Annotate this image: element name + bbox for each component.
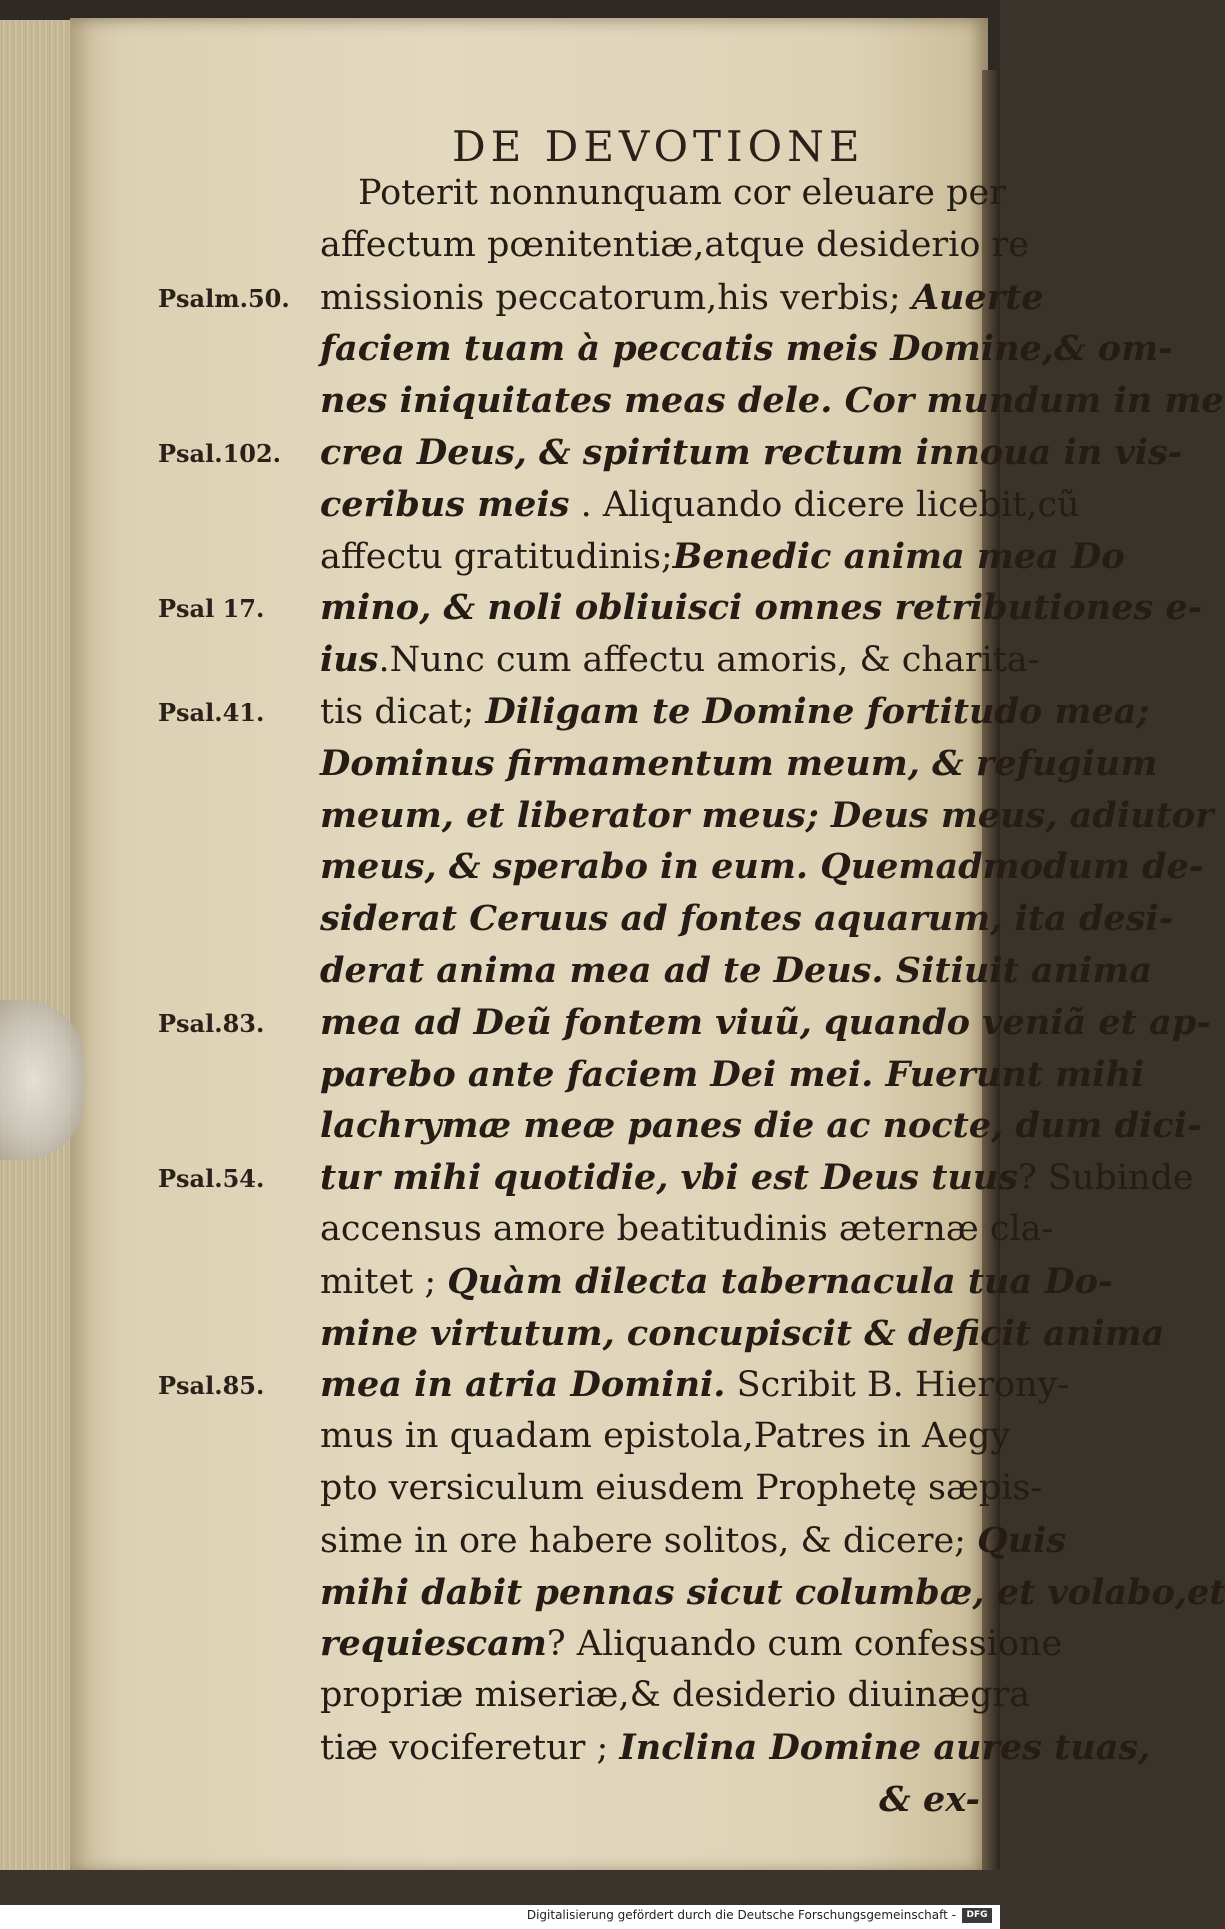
text-line [320, 945, 1153, 997]
italic-quote: Benedic anima mea Do [672, 535, 1125, 577]
catchword: & ex- [879, 1778, 980, 1820]
italic-quote: mino, & noli obliuisci omnes retributiones e- [320, 587, 1203, 629]
text-run: .Nunc cum affectu amoris, & charita- [378, 640, 1040, 681]
text-line [320, 1411, 1011, 1463]
text-line [320, 272, 1044, 324]
text-line [320, 1567, 1225, 1619]
italic-quote: derat anima mea ad te Deus. Sitiuit anima [320, 949, 1153, 991]
italic-quote: ceribus meis [320, 483, 570, 525]
text-run: mitet ; [320, 1261, 448, 1302]
italic-quote: mea ad Deũ fontem viuũ, quando veniã et ap- [320, 1001, 1211, 1043]
italic-quote: meus, & sperabo in eum. Quemadmodum de- [320, 846, 1204, 888]
text-run: ? Aliquando cum confessione [546, 1624, 1063, 1665]
text-line [320, 738, 1158, 790]
text-line [320, 1152, 1194, 1204]
text-run: tiæ vociferetur ; [320, 1727, 620, 1768]
margin-note: Psal.102. [158, 439, 282, 468]
text-run: propriæ miseriæ,& desiderio diuinægra [320, 1675, 1031, 1716]
margin-note: Psal.41. [158, 698, 265, 727]
text-run: mus in quadam epistola,Patres in Aegy [320, 1416, 1011, 1457]
text-run: sime in ore habere solitos, & dicere; [320, 1520, 978, 1561]
running-head: DE DEVOTIONE [452, 122, 865, 171]
text-run: affectum pœnitentiæ,atque desiderio re [320, 224, 1029, 265]
text-line [320, 1670, 1031, 1722]
margin-note: Psalm.50. [158, 283, 290, 313]
page-stack-edge [0, 20, 80, 1890]
italic-quote: requiescam [320, 1623, 547, 1665]
text-line [320, 1049, 1145, 1101]
text-line [320, 1308, 1165, 1360]
italic-quote: Auerte [911, 276, 1044, 318]
italic-quote: Quàm dilecta tabernacula tua Do- [447, 1260, 1113, 1302]
text-line [320, 1722, 1151, 1774]
bottom-shadow [0, 1870, 1000, 1905]
text-line [320, 168, 1006, 220]
text-line [320, 893, 1174, 945]
margin-note: Psal.54. [158, 1164, 265, 1194]
text-line [320, 790, 1214, 842]
text-line [320, 220, 1029, 272]
text-line [320, 841, 1204, 893]
text-run: accensus amore beatitudinis æternæ cla- [320, 1208, 1054, 1249]
italic-quote: faciem tuam à peccatis meis Domine,& om- [320, 328, 1173, 370]
italic-quote: parebo ante faciem Dei mei. Fuerunt mihi [320, 1053, 1145, 1095]
dfg-logo: DFG [962, 1908, 992, 1923]
text-line [320, 479, 1080, 531]
margin-note: Psal.83. [158, 1008, 265, 1038]
text-line [320, 1463, 1043, 1515]
text-line [320, 375, 1224, 427]
text-line [320, 1618, 1063, 1670]
italic-quote: mine virtutum, concupiscit & deficit anima [320, 1312, 1165, 1354]
margin-note: Psal 17. [158, 594, 265, 624]
text-line [320, 323, 1173, 375]
text-line [320, 686, 1150, 738]
italic-quote: Quis [977, 1519, 1067, 1561]
italic-quote: tur mihi quotidie, vbi est Deus tuus [320, 1157, 1018, 1199]
margin-note: Psal.85. [158, 1371, 265, 1401]
text-line [320, 1256, 1113, 1308]
text-line [320, 1359, 1070, 1411]
text-line [320, 634, 1040, 686]
text-run: tis dicat; [320, 691, 486, 732]
text-run: Scribit B. Hierony- [725, 1365, 1070, 1406]
italic-quote: siderat Ceruus ad fontes aquarum, ita desi- [320, 898, 1174, 940]
text-run: Poterit nonnunquam cor eleuare per [358, 173, 1006, 213]
text-line [320, 582, 1203, 634]
text-run: pto versiculum eiusdem Prophetę sæpis- [320, 1467, 1043, 1508]
text-run: . Aliquando dicere licebit,cũ [569, 484, 1080, 525]
text-run: missionis peccatorum,his verbis; [320, 277, 912, 318]
text-line [320, 1204, 1054, 1256]
footer-credit: Digitalisierung gefördert durch die Deutsche Forschungsgemeinschaft - [526, 1908, 956, 1922]
body-text [320, 168, 1225, 1826]
text-run: affectu gratitudinis; [320, 536, 673, 577]
italic-quote: mea in atria Domini. [320, 1364, 726, 1406]
text-line [320, 1515, 1067, 1567]
italic-quote: Dominus firmamentum meum, & refugium [320, 742, 1158, 784]
italic-quote: meum, et liberator meus; Deus meus, adiutor [320, 794, 1214, 836]
text-line [320, 997, 1211, 1049]
italic-quote: mihi dabit pennas sicut columbæ, et volabo,et [320, 1571, 1225, 1613]
italic-quote: crea Deus, & spiritum rectum innoua in vis- [320, 431, 1183, 473]
text-run: ? Subinde [1017, 1158, 1194, 1199]
italic-quote: Inclina Domine aures tuas, [619, 1726, 1151, 1768]
italic-quote: nes iniquitates meas dele. Cor mundum in me [320, 380, 1224, 422]
italic-quote: lachrymæ meæ panes die ac nocte, dum dici- [320, 1105, 1202, 1147]
italic-quote: Diligam te Domine fortitudo mea; [485, 690, 1150, 732]
page-holder-clip [0, 1000, 84, 1160]
text-line [320, 1100, 1202, 1152]
text-line [320, 531, 1125, 583]
text-line [320, 427, 1183, 479]
italic-quote: ius [320, 639, 379, 681]
